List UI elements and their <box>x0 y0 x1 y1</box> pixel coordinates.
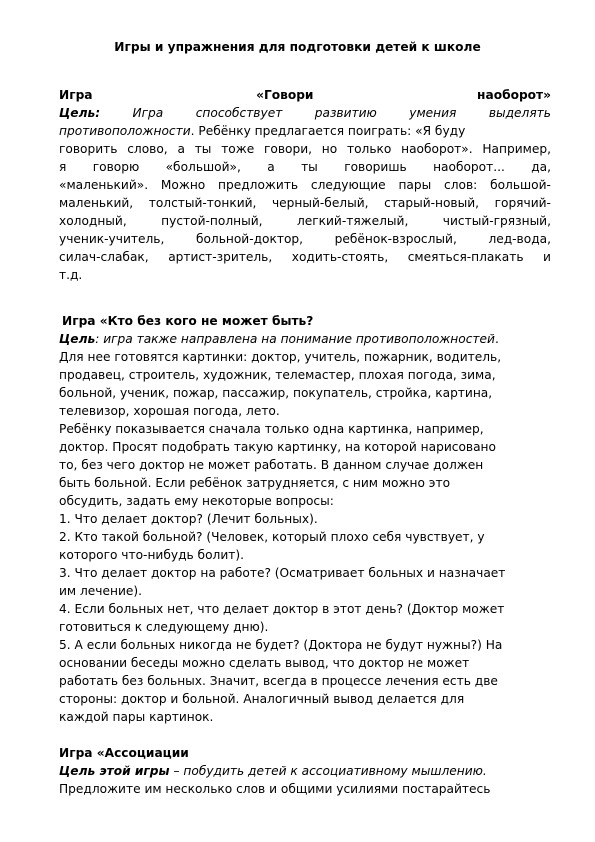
word: силач-слабак, <box>59 250 149 264</box>
game1-line-4 <box>59 176 551 194</box>
game1-line-6 <box>59 212 551 230</box>
word: чистый-грязный, <box>442 214 551 228</box>
game1-line-2 <box>59 140 551 158</box>
game2-line-4: телевизор, хорошая погода, лето. <box>59 404 280 418</box>
word: ты <box>301 160 318 174</box>
game2-line-19: работать без больных. Значит, всегда в процессе лечения есть две <box>59 674 498 688</box>
game2-line-9: обсудить, задать ему некоторые вопросы: <box>59 494 334 508</box>
game1-goal <box>59 104 551 122</box>
game2-line-15: 4. Если больных нет, что делает доктор в этот день? (Доктор может <box>59 602 505 616</box>
game2-line-13: 3. Что делает доктор на работе? (Осматривает больных и назначает <box>59 566 506 580</box>
game2-line-10: 1. Что делает доктор? (Лечит больных). <box>59 512 318 526</box>
word: большой- <box>490 178 551 192</box>
game1-goal-cont: противоположности <box>59 124 191 138</box>
word: легкий-тяжелый, <box>296 214 409 228</box>
word: наоборот... <box>433 160 505 174</box>
game1-goal-w5: выделять <box>488 106 551 120</box>
word: смеяться-плакать <box>407 250 524 264</box>
game1-goal-w3: развитию <box>314 106 377 120</box>
word: холодный, <box>59 214 127 228</box>
game2-line-18: основании беседы можно сделать вывод, что доктор не может <box>59 656 470 670</box>
word: пары <box>398 178 432 192</box>
word: артист-зритель, <box>168 250 273 264</box>
word: наоборот». <box>401 142 473 156</box>
word: ходить-стоять, <box>291 250 389 264</box>
game2-line-21: каждой пары картинок. <box>59 710 214 724</box>
game1-line-7 <box>59 230 551 248</box>
game2-line-2: продавец, строитель, художник, телемастер, плохая погода, зима, <box>59 368 496 382</box>
word: только <box>347 142 392 156</box>
game2-line-8: быть больной. Если ребёнок затрудняется, с ним можно это <box>59 476 451 490</box>
game1-heading <box>59 86 551 104</box>
game2-line-20: стороны: доктор и больной. Аналогичный вывод делается для <box>59 692 465 706</box>
game2-goal-label: Цель <box>59 332 96 346</box>
game2-goal-text: : игра также направлена на понимание противоположностей <box>95 332 495 346</box>
game2-heading: Игра «Кто без кого не может быть? <box>62 314 314 328</box>
game2-line-11: 2. Кто такой больной? (Человек, который плохо себя чувствует, у <box>59 530 485 544</box>
word: говори, <box>264 142 313 156</box>
game2-line-3: больной, ученик, пожар, пассажир, покупатель, стройка, картина, <box>59 386 493 400</box>
word: лед-вода, <box>488 232 551 246</box>
game3-line-1: Предложите им несколько слов и общими усилиями постарайтесь <box>59 782 491 796</box>
game1-goal-w1: Игра <box>132 106 164 120</box>
game1-goal-w2: способствует <box>195 106 283 120</box>
word: а <box>177 142 185 156</box>
word: ты <box>194 142 212 156</box>
word: говоришь <box>344 160 407 174</box>
word: Например, <box>482 142 551 156</box>
game2-line-5: Ребёнку показывается сначала только одна картинка, например, <box>59 422 484 436</box>
game2-goal <box>59 330 551 348</box>
word: да, <box>531 160 551 174</box>
word: ученик-учитель, <box>59 232 165 246</box>
word: слов: <box>444 178 478 192</box>
word: «маленький». <box>59 178 149 192</box>
game1-text-0: . Ребёнку предлагается поиграть: «Я буду <box>190 124 466 138</box>
word: старый-новый, <box>384 196 480 210</box>
word: ребёнок-взрослый, <box>334 232 457 246</box>
game3-goal-label: Цель этой игры <box>59 764 170 778</box>
word: маленький, <box>59 196 134 210</box>
word: толстый-тонкий, <box>148 196 257 210</box>
word: больной-доктор, <box>195 232 304 246</box>
word: предложить <box>218 178 299 192</box>
game1-line-9: т.д. <box>59 268 83 282</box>
game2-line-14: им лечение). <box>59 584 142 598</box>
game1-heading-mid: «Говори <box>256 88 314 102</box>
word: а <box>267 160 275 174</box>
word: я <box>59 160 67 174</box>
game2-line-7: то, без чего доктор не может работать. В данном случае должен <box>59 458 484 472</box>
game1-line-5 <box>59 194 551 212</box>
game1-line-3 <box>59 158 551 176</box>
game1-heading-left: Игра <box>59 88 93 102</box>
game3-goal <box>59 762 551 780</box>
word: «большой», <box>165 160 241 174</box>
word: Можно <box>160 178 206 192</box>
game2-line-16: готовиться к следующему дню). <box>59 620 269 634</box>
game2-line-6: доктор. Просят подобрать такую картинку, на которой нарисовано <box>59 440 496 454</box>
word: говорить <box>59 142 118 156</box>
game3-goal-text: – побудить детей к ассоциативному мышлению. <box>169 764 487 778</box>
word: слово, <box>127 142 168 156</box>
game2-goal-tail: . <box>494 332 499 346</box>
game3-heading: Игра «Ассоциации <box>59 746 189 760</box>
game1-line-8 <box>59 248 551 266</box>
word: пустой-полный, <box>161 214 263 228</box>
game2-line-12: которого что-нибудь болит). <box>59 548 244 562</box>
game1-goal-w4: умения <box>409 106 457 120</box>
game2-line-17: 5. А если больных никогда не будет? (Доктора не будут нужны?) На <box>59 638 503 652</box>
page-title: Игры и упражнения для подготовки детей к школе <box>114 40 481 54</box>
word: говорю <box>92 160 140 174</box>
game1-line-1 <box>59 122 551 140</box>
word: тоже <box>221 142 255 156</box>
game2-line-1: Для нее готовятся картинки: доктор, учитель, пожарник, водитель, <box>59 350 502 364</box>
word: и <box>543 250 551 264</box>
word: но <box>321 142 338 156</box>
word: горячий- <box>494 196 551 210</box>
word: черный-белый, <box>271 196 369 210</box>
word: следующие <box>310 178 386 192</box>
game1-heading-right: наоборот» <box>477 88 551 102</box>
game1-goal-label: Цель: <box>59 106 101 120</box>
